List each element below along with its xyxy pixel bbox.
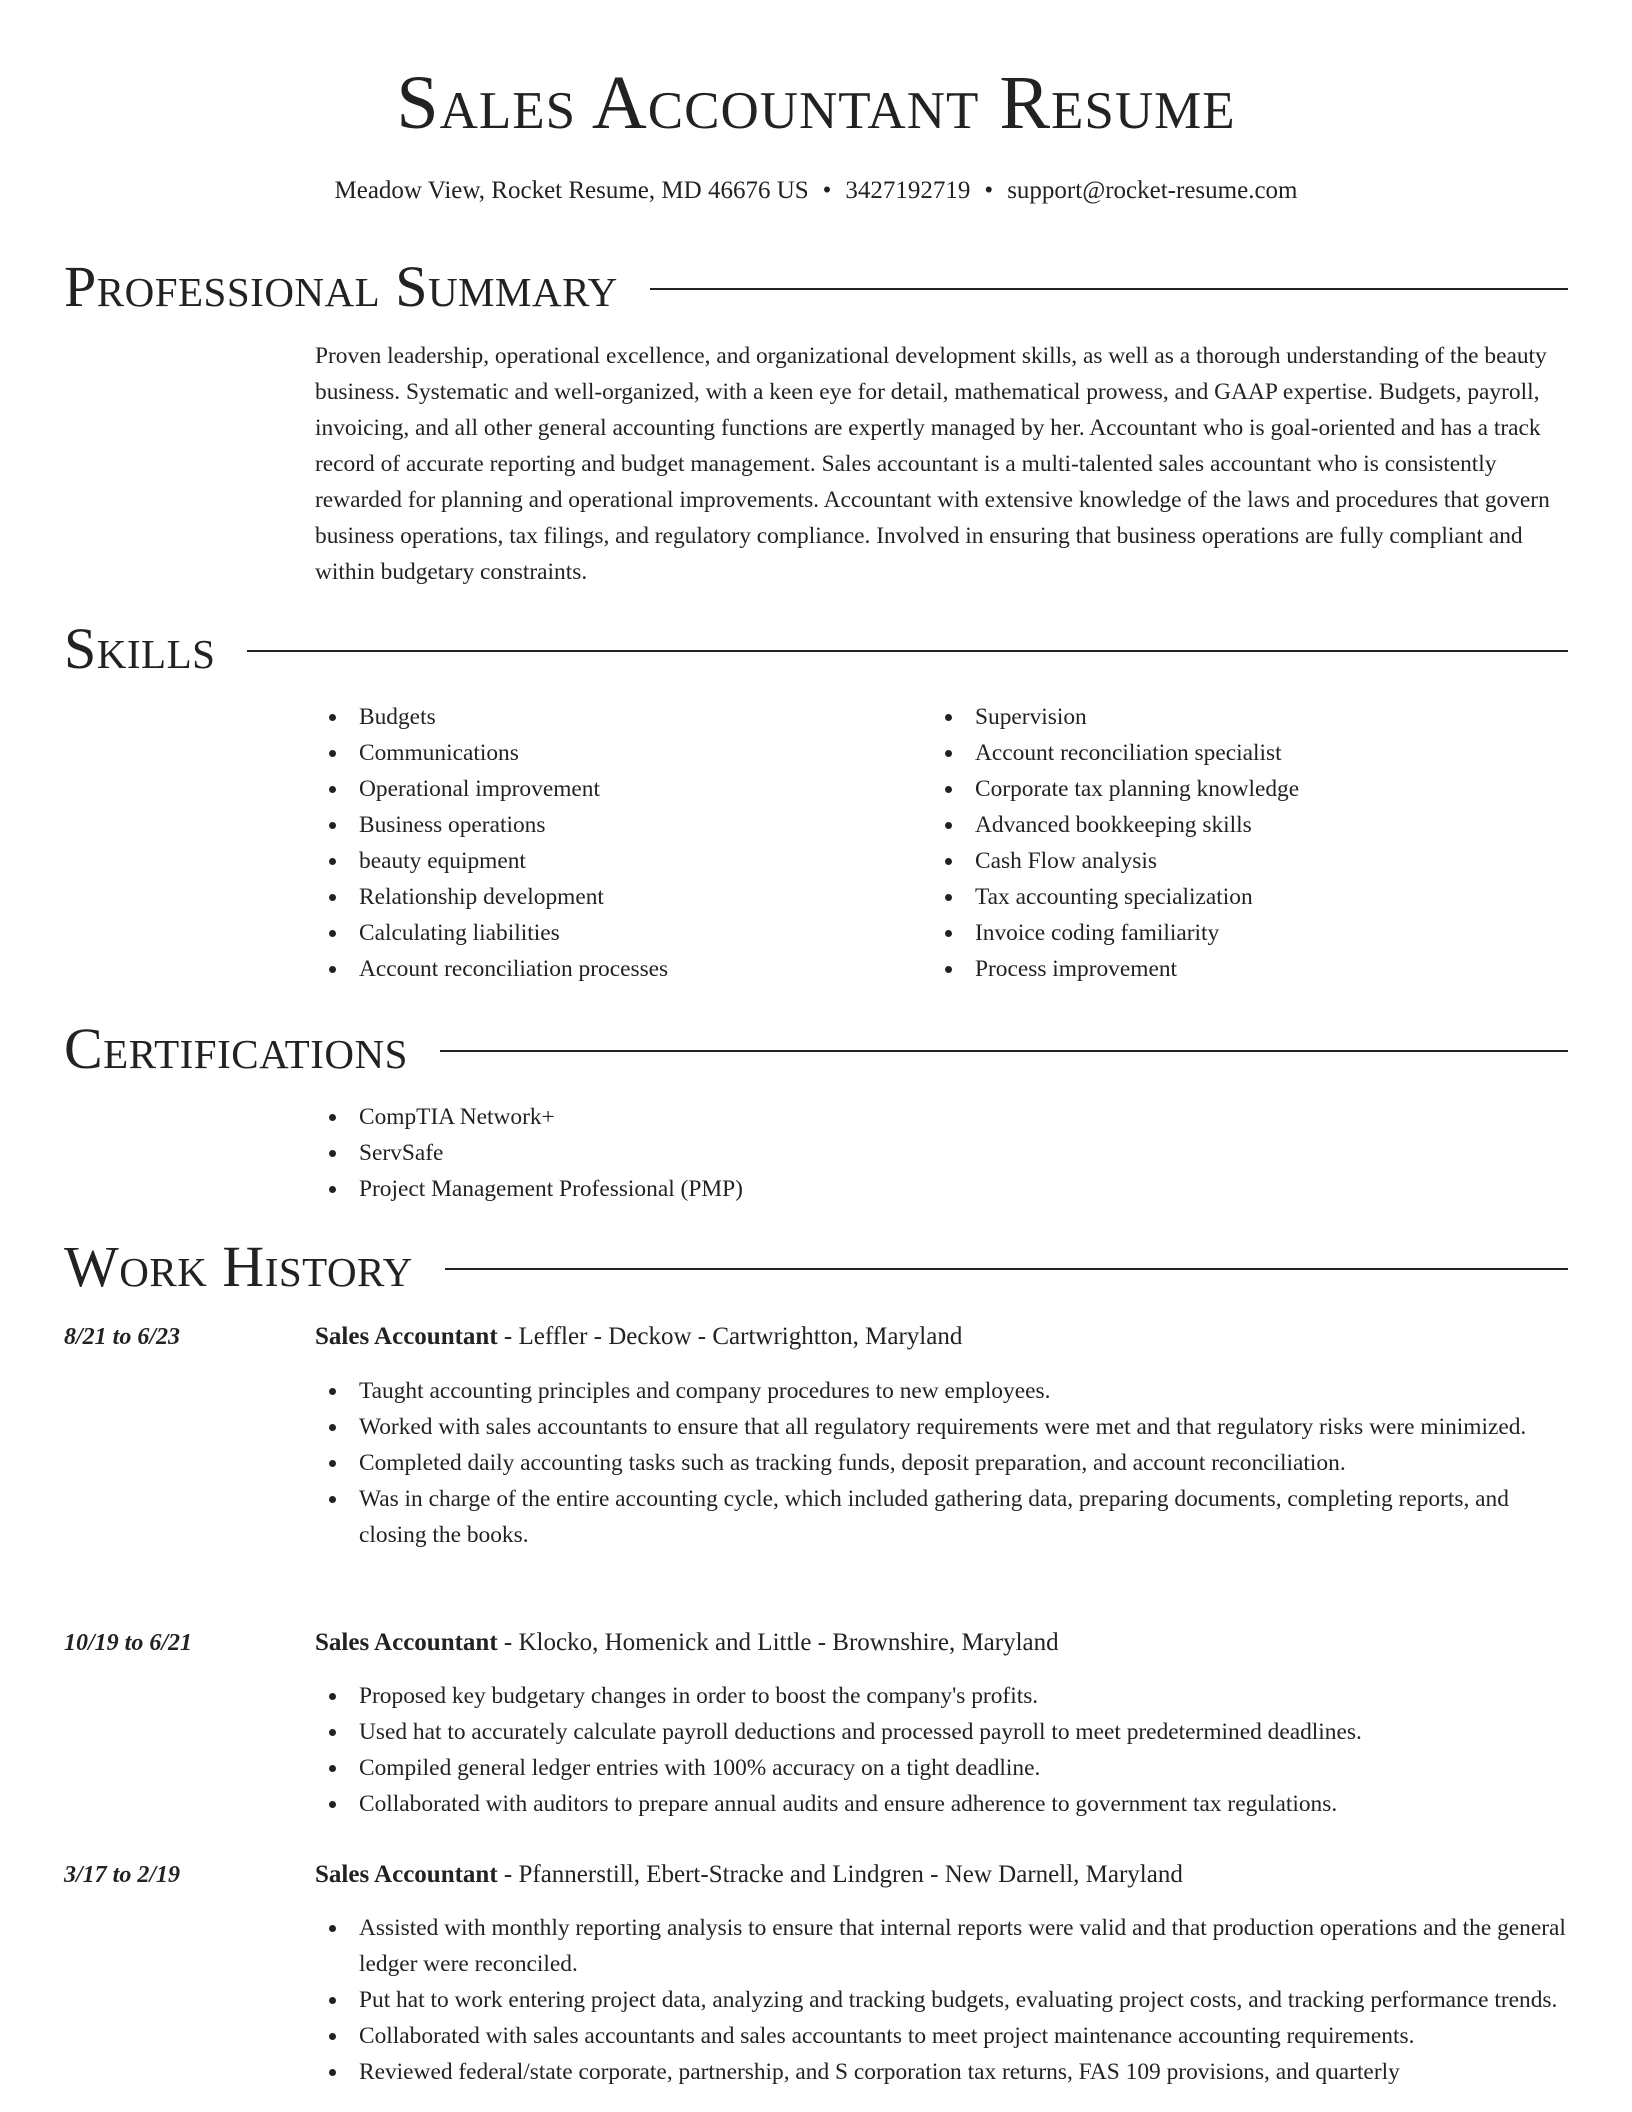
job-heading xyxy=(315,1319,962,1355)
job-bullet: Collaborated with sales accountants and sales accountants to meet project maintenance accounting requirements. xyxy=(315,2018,1570,2054)
job-bullet: Collaborated with auditors to prepare annual audits and ensure adherence to government tax regulations. xyxy=(315,1786,1570,1822)
section-title: Skills xyxy=(64,616,216,681)
job-dates: 10/19 to 6/21 xyxy=(64,1630,193,1656)
contact-line xyxy=(0,174,1632,208)
skill-item: Account reconciliation specialist xyxy=(931,735,1531,771)
section-divider xyxy=(650,288,1568,290)
job-bullet: Reviewed federal/state corporate, partnership, and S corporation tax returns, FAS 109 provisions, and quarterly xyxy=(315,2054,1570,2090)
job-details: - Leffler - Deckow - Cartwrightton, Maryland xyxy=(497,1323,963,1350)
skill-item: Budgets xyxy=(315,699,915,735)
job-bullet: Was in charge of the entire accounting cycle, which included gathering data, preparing documents, completing reports, and closing the books. xyxy=(315,1481,1570,1553)
section-divider xyxy=(440,1050,1568,1052)
contact-separator: • xyxy=(984,177,994,204)
skill-item: beauty equipment xyxy=(315,843,915,879)
section-title: Professional Summary xyxy=(64,254,618,319)
job-role: Sales Accountant xyxy=(315,1861,498,1888)
skill-item: Corporate tax planning knowledge xyxy=(931,771,1531,807)
certifications-section-header xyxy=(64,1016,1568,1082)
section-divider xyxy=(247,650,1568,652)
job-details: - Pfannerstill, Ebert-Stracke and Lindgren - New Darnell, Maryland xyxy=(497,1861,1183,1888)
skill-item: Advanced bookkeeping skills xyxy=(931,807,1531,843)
certifications-list xyxy=(315,1099,1315,1207)
job-details: - Klocko, Homenick and Little - Brownshire, Maryland xyxy=(497,1629,1059,1656)
job-bullet: Proposed key budgetary changes in order to boost the company's profits. xyxy=(315,1678,1570,1714)
job-dates: 3/17 to 2/19 xyxy=(64,1862,181,1888)
skill-item: Cash Flow analysis xyxy=(931,843,1531,879)
skill-item: Calculating liabilities xyxy=(315,915,915,951)
skill-item: Process improvement xyxy=(931,951,1531,987)
job-bullet: Taught accounting principles and company procedures to new employees. xyxy=(315,1373,1570,1409)
summary-section-header xyxy=(64,254,1568,320)
section-title: Certifications xyxy=(64,1016,408,1081)
certification-item: CompTIA Network+ xyxy=(315,1099,1315,1135)
skills-right-column xyxy=(931,699,1531,987)
job-dates: 8/21 to 6/23 xyxy=(64,1324,181,1350)
skills-section-header xyxy=(64,616,1568,682)
job-bullet-list xyxy=(315,1678,1570,1822)
contact-separator: • xyxy=(822,177,832,204)
summary-text: Proven leadership, operational excellence, and organizational development skills, as well as a thorough understanding of the beauty business. Systematic and well-organized, with a keen eye for detail, mathematical prowess, and GAAP expertise. Budgets, payroll, invoicing, and all other general accounting functions are expertly managed by her. Accountant who is goal-oriented and has a track record of accurate reporting and budget management. Sales accountant is a multi-talented sales accountant who is consistently rewarded for planning and operational improvements. Accountant with extensive knowledge of the laws and procedures that govern business operations, tax filings, and regulatory compliance. Involved in ensuring that business operations are fully compliant and within budgetary constraints. xyxy=(315,343,1550,585)
certification-item: ServSafe xyxy=(315,1135,1315,1171)
skill-item: Account reconciliation processes xyxy=(315,951,915,987)
job-bullet: Assisted with monthly reporting analysis to ensure that internal reports were valid and that production operations and the general ledger were reconciled. xyxy=(315,1910,1570,1982)
contact-address: Meadow View, Rocket Resume, MD 46676 US xyxy=(334,177,809,204)
job-heading xyxy=(315,1625,1059,1661)
skill-item: Communications xyxy=(315,735,915,771)
work-section-header xyxy=(64,1234,1568,1300)
skill-item: Supervision xyxy=(931,699,1531,735)
skill-item: Invoice coding familiarity xyxy=(931,915,1531,951)
section-divider xyxy=(445,1268,1568,1270)
job-role: Sales Accountant xyxy=(315,1323,498,1350)
job-role: Sales Accountant xyxy=(315,1629,498,1656)
job-bullet: Put hat to work entering project data, analyzing and tracking budgets, evaluating project costs, and tracking performance trends. xyxy=(315,1982,1570,2018)
certification-item: Project Management Professional (PMP) xyxy=(315,1171,1315,1207)
skill-item: Operational improvement xyxy=(315,771,915,807)
job-bullet: Worked with sales accountants to ensure that all regulatory requirements were met and that regulatory risks were minimized. xyxy=(315,1409,1570,1445)
contact-phone: 3427192719 xyxy=(845,177,971,204)
contact-email: support@rocket-resume.com xyxy=(1007,177,1298,204)
job-bullet: Completed daily accounting tasks such as tracking funds, deposit preparation, and account reconciliation. xyxy=(315,1445,1570,1481)
skill-item: Tax accounting specialization xyxy=(931,879,1531,915)
resume-title: Sales Accountant Resume xyxy=(396,61,1236,145)
job-bullet: Compiled general ledger entries with 100% accuracy on a tight deadline. xyxy=(315,1750,1570,1786)
job-heading xyxy=(315,1857,1183,1893)
job-bullet-list xyxy=(315,1910,1570,2090)
skills-left-column xyxy=(315,699,915,987)
skill-item: Relationship development xyxy=(315,879,915,915)
section-title: Work History xyxy=(64,1234,413,1299)
job-bullet-list xyxy=(315,1373,1570,1553)
skill-item: Business operations xyxy=(315,807,915,843)
job-bullet: Used hat to accurately calculate payroll deductions and processed payroll to meet predetermined deadlines. xyxy=(315,1714,1570,1750)
